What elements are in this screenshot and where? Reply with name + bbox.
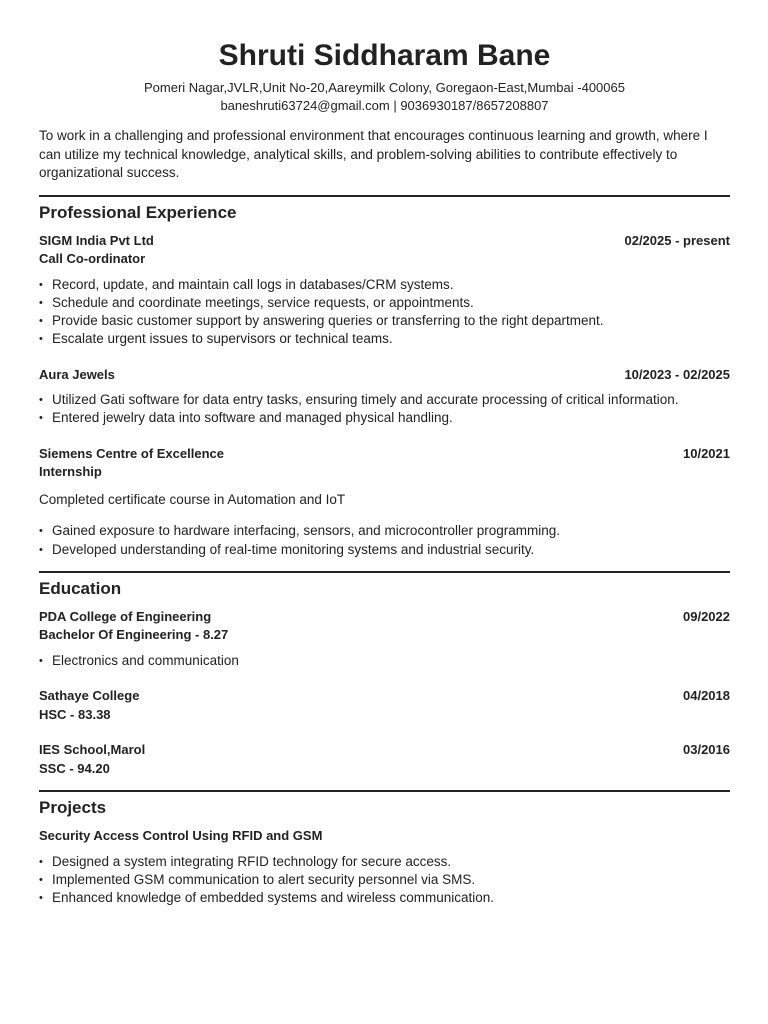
entry-header bbox=[39, 687, 730, 706]
experience-entry bbox=[39, 366, 730, 428]
entry-header bbox=[39, 741, 730, 760]
project-name: Security Access Control Using RFID and GSM bbox=[39, 828, 323, 844]
bullet-list bbox=[39, 522, 730, 559]
entry-date: 10/2023 - 02/2025 bbox=[624, 366, 730, 382]
bullet-item: • Gained exposure to hardware interfacing, sensors, and microcontroller programming. bbox=[39, 522, 730, 540]
bullet-list bbox=[39, 276, 730, 349]
entry-date: 02/2025 - present bbox=[624, 232, 730, 248]
project-entry bbox=[39, 827, 730, 907]
experience-entry bbox=[39, 445, 730, 559]
company-name: Aura Jewels bbox=[39, 366, 115, 382]
bullet-item: • Electronics and communication bbox=[39, 652, 730, 670]
bullet-item: • Implemented GSM communication to alert security personnel via SMS. bbox=[39, 871, 730, 889]
entry-header bbox=[39, 366, 730, 385]
candidate-name: Shruti Siddharam Bane bbox=[218, 39, 551, 72]
projects-section bbox=[39, 790, 730, 907]
section-title-experience: Professional Experience bbox=[39, 202, 237, 222]
degree-title: SSC - 94.20 bbox=[39, 760, 110, 776]
bullet-list bbox=[39, 853, 730, 908]
role-title: Call Co-ordinator bbox=[39, 251, 146, 266]
bullet-item: • Entered jewelry data into software and managed physical handling. bbox=[39, 409, 730, 427]
contact-line: baneshruti63724@gmail.com | 9036930187/8657208807 bbox=[220, 98, 549, 113]
school-name: PDA College of Engineering bbox=[39, 608, 212, 624]
bullet-item: • Enhanced knowledge of embedded systems and wireless communication. bbox=[39, 889, 730, 907]
objective-summary: To work in a challenging and professional environment that encourages continuous learning and growth, where I can utilize my technical knowledge, analytical skills, and problem-solving abilities to contribute effectively to organizational success. bbox=[39, 128, 708, 180]
bullet-item: • Schedule and coordinate meetings, service requests, or appointments. bbox=[39, 294, 730, 312]
education-entry bbox=[39, 687, 730, 724]
entry-date: 09/2022 bbox=[683, 608, 730, 624]
bullet-item: • Designed a system integrating RFID technology for secure access. bbox=[39, 853, 730, 871]
resume-page bbox=[39, 0, 730, 908]
degree-title: HSC - 83.38 bbox=[39, 706, 111, 722]
entry-header bbox=[39, 608, 730, 627]
company-name: SIGM India Pvt Ltd bbox=[39, 232, 154, 248]
entry-header bbox=[39, 232, 730, 251]
school-name: IES School,Marol bbox=[39, 742, 146, 758]
entry-description: Completed certificate course in Automation and IoT bbox=[39, 491, 346, 507]
bullet-item: • Provide basic customer support by answering queries or transferring to the right department. bbox=[39, 312, 730, 330]
entry-date: 04/2018 bbox=[683, 688, 730, 704]
bullet-list bbox=[39, 391, 730, 428]
entry-header bbox=[39, 827, 730, 846]
experience-entry bbox=[39, 232, 730, 349]
address-line: Pomeri Nagar,JVLR,Unit No-20,Aareymilk Colony, Goregaon-East,Mumbai -400065 bbox=[144, 80, 625, 95]
education-section bbox=[39, 571, 730, 778]
education-entry bbox=[39, 741, 730, 778]
bullet-item: • Escalate urgent issues to supervisors or technical teams. bbox=[39, 330, 730, 348]
bullet-item: • Developed understanding of real-time monitoring systems and industrial security. bbox=[39, 541, 730, 559]
school-name: Sathaye College bbox=[39, 688, 140, 704]
education-entry bbox=[39, 608, 730, 670]
bullet-list bbox=[39, 652, 730, 670]
entry-date: 03/2016 bbox=[683, 742, 730, 758]
section-title-projects: Projects bbox=[39, 798, 107, 818]
section-title-education: Education bbox=[39, 578, 122, 598]
degree-title: Bachelor Of Engineering - 8.27 bbox=[39, 627, 229, 643]
bullet-item: • Record, update, and maintain call logs in databases/CRM systems. bbox=[39, 276, 730, 294]
experience-section bbox=[39, 195, 730, 559]
entry-date: 10/2021 bbox=[683, 445, 730, 461]
role-title: Internship bbox=[39, 464, 102, 480]
entry-header bbox=[39, 445, 730, 464]
company-name: Siemens Centre of Excellence bbox=[39, 445, 224, 461]
bullet-item: • Utilized Gati software for data entry tasks, ensuring timely and accurate processing of critical information. bbox=[39, 391, 730, 409]
